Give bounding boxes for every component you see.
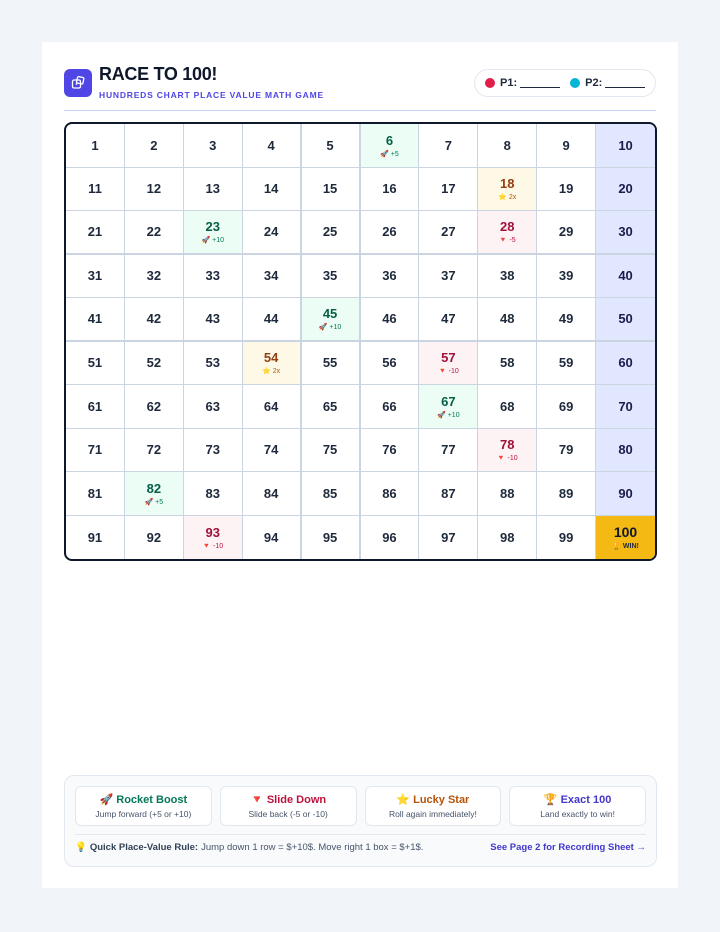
- board-cell[interactable]: [302, 124, 361, 168]
- cell-number: 27: [441, 224, 456, 240]
- cell-number: 60: [618, 355, 633, 371]
- place-value-rule: [75, 842, 423, 853]
- board-cell[interactable]: [596, 211, 655, 255]
- board-cell[interactable]: [66, 342, 125, 386]
- board-cell[interactable]: [596, 472, 655, 516]
- cell-number: 39: [558, 268, 574, 284]
- cell-number: 91: [87, 529, 103, 545]
- cell-number: 72: [146, 442, 162, 458]
- legend-card-desc: Slide back (-5 or -10): [248, 809, 328, 819]
- board-cell[interactable]: [66, 429, 125, 473]
- board-cell[interactable]: [66, 516, 125, 560]
- board-cell[interactable]: [478, 342, 537, 386]
- cell-number: 30: [618, 224, 633, 240]
- cell-number: 90: [618, 485, 633, 501]
- board-cell[interactable]: [66, 472, 125, 516]
- legend-cards: [75, 786, 646, 826]
- board-cell-slide[interactable]: [419, 342, 478, 386]
- board-cell[interactable]: [478, 124, 537, 168]
- board-cell-slide[interactable]: [478, 211, 537, 255]
- cell-number: 15: [322, 181, 338, 197]
- board-cell[interactable]: [419, 298, 478, 342]
- cell-number: 58: [500, 355, 515, 371]
- legend-card-title: 🚀 Rocket Boost: [99, 793, 188, 806]
- cell-number: 1: [91, 137, 99, 153]
- legend-divider: [75, 834, 646, 835]
- board-cell[interactable]: [125, 168, 184, 212]
- cell-number: 24: [263, 224, 279, 240]
- cell-number: 2: [150, 137, 158, 153]
- cell-number: 13: [205, 181, 220, 197]
- board-cell[interactable]: [419, 211, 478, 255]
- board-cell[interactable]: [361, 516, 420, 560]
- board-cell[interactable]: [537, 211, 596, 255]
- rule-label: Quick Place-Value Rule:: [89, 842, 199, 853]
- cell-number: 65: [322, 398, 338, 414]
- cell-number: 55: [322, 355, 338, 371]
- board-cell[interactable]: [243, 516, 302, 560]
- board-cell[interactable]: [596, 298, 655, 342]
- cell-number: 88: [500, 485, 515, 501]
- cell-number: 81: [87, 485, 103, 501]
- cell-number: 82: [146, 480, 162, 496]
- player-2-name-blank[interactable]: [605, 79, 645, 88]
- board-cell[interactable]: [184, 168, 243, 212]
- board-cell[interactable]: [125, 516, 184, 560]
- legend-card-slide: [220, 786, 357, 826]
- board-cell[interactable]: [596, 429, 655, 473]
- board-cell[interactable]: [302, 342, 361, 386]
- cell-number: 74: [263, 442, 279, 458]
- cell-number: 54: [263, 350, 279, 366]
- cell-number: 51: [87, 355, 103, 371]
- player-1-label: P1:: [500, 77, 518, 89]
- cell-number: 41: [87, 311, 103, 327]
- legend-card-desc: Jump forward (+5 or +10): [95, 809, 192, 819]
- cell-number: 22: [146, 224, 162, 240]
- board-cell[interactable]: [184, 342, 243, 386]
- cell-badge: 🚀 +5: [380, 150, 399, 158]
- legend-card-title: 🔻 Slide Down: [250, 793, 327, 806]
- cell-number: 35: [322, 268, 338, 284]
- board-cell[interactable]: [537, 472, 596, 516]
- cell-number: 8: [503, 137, 511, 153]
- slide-icon: 🔻: [250, 794, 264, 806]
- cell-number: 96: [382, 529, 397, 545]
- cell-number: 5: [326, 137, 334, 153]
- cell-number: 84: [263, 485, 279, 501]
- cell-number: 26: [382, 224, 397, 240]
- cell-number: 95: [322, 529, 338, 545]
- lightbulb-icon: 💡: [75, 842, 87, 853]
- cell-number: 48: [500, 311, 515, 327]
- board-cell[interactable]: [537, 385, 596, 429]
- cell-number: 11: [88, 181, 102, 197]
- board-cell-rocket[interactable]: [419, 385, 478, 429]
- cell-number: 78: [500, 437, 515, 453]
- board-cell[interactable]: [243, 472, 302, 516]
- star-icon: ⭐: [396, 794, 411, 806]
- cell-number: 40: [618, 268, 633, 284]
- board-cell[interactable]: [125, 429, 184, 473]
- cell-number: 19: [558, 181, 574, 197]
- cell-number: 46: [382, 311, 397, 327]
- cell-number: 7: [444, 137, 452, 153]
- cell-number: 52: [146, 355, 162, 371]
- cell-number: 76: [382, 442, 397, 458]
- page-title: RACE TO 100!: [99, 64, 218, 84]
- board-cell[interactable]: [243, 385, 302, 429]
- cell-number: 79: [558, 442, 574, 458]
- legend-card-desc: Land exactly to win!: [540, 809, 615, 819]
- cell-number: 9: [562, 137, 570, 153]
- player-1: [485, 77, 560, 89]
- board-cell[interactable]: [302, 516, 361, 560]
- board-cell[interactable]: [66, 168, 125, 212]
- board-cell[interactable]: [419, 472, 478, 516]
- cell-number: 34: [263, 268, 279, 284]
- header-divider: [64, 110, 656, 111]
- legend-card-desc: Roll again immediately!: [388, 809, 477, 819]
- cell-badge: 🔻 -10: [437, 368, 459, 376]
- cell-number: 66: [382, 398, 397, 414]
- board-cell[interactable]: [125, 298, 184, 342]
- cell-badge: 🔻 -5: [498, 237, 516, 245]
- board-cell[interactable]: [302, 385, 361, 429]
- cell-number: 23: [205, 219, 220, 235]
- cell-number: 17: [441, 181, 456, 197]
- board-cell[interactable]: [184, 124, 243, 168]
- cell-badge: 🔻 -10: [496, 455, 518, 463]
- board-cell[interactable]: [361, 429, 420, 473]
- cell-number: 67: [441, 393, 456, 409]
- board-cell[interactable]: [125, 255, 184, 299]
- player-1-dot: [485, 78, 495, 88]
- board-cell[interactable]: [537, 255, 596, 299]
- cell-number: 70: [618, 398, 633, 414]
- board-cell[interactable]: [243, 429, 302, 473]
- cell-number: 43: [205, 311, 220, 327]
- cell-number: 50: [618, 311, 633, 327]
- board-cell-rocket[interactable]: [184, 211, 243, 255]
- cell-number: 16: [382, 181, 397, 197]
- cell-number: 57: [441, 350, 456, 366]
- legend-card-title: 🏆 Exact 100: [543, 793, 612, 806]
- cell-number: 42: [146, 311, 162, 327]
- board-cell[interactable]: [361, 472, 420, 516]
- cell-number: 29: [558, 224, 574, 240]
- player-names-box: [474, 69, 656, 97]
- hundreds-chart: [64, 122, 657, 561]
- cell-number: 56: [382, 355, 397, 371]
- cell-number: 99: [558, 529, 574, 545]
- board-cell[interactable]: [419, 429, 478, 473]
- board-cell[interactable]: [66, 211, 125, 255]
- board-cell[interactable]: [302, 211, 361, 255]
- board-cell[interactable]: [302, 255, 361, 299]
- legend-card-rocket: [75, 786, 212, 826]
- cell-number: 94: [263, 529, 279, 545]
- cell-number: 53: [205, 355, 220, 371]
- board-cell[interactable]: [478, 298, 537, 342]
- cell-number: 37: [441, 268, 456, 284]
- board-cell[interactable]: [478, 516, 537, 560]
- board-cell[interactable]: [361, 168, 420, 212]
- board-cell[interactable]: [537, 516, 596, 560]
- board-cell[interactable]: [243, 124, 302, 168]
- cell-badge: 🚀 +5: [144, 498, 164, 506]
- board-cell[interactable]: [243, 168, 302, 212]
- cell-number: 10: [618, 137, 633, 153]
- cell-number: 31: [87, 268, 103, 284]
- dice-icon: [64, 69, 92, 97]
- cell-number: 86: [382, 485, 397, 501]
- board-cell[interactable]: [125, 342, 184, 386]
- cell-number: 12: [146, 181, 162, 197]
- cell-number: 45: [322, 306, 338, 322]
- board-cell[interactable]: [361, 211, 420, 255]
- board-cell[interactable]: [66, 298, 125, 342]
- board-cell[interactable]: [419, 168, 478, 212]
- cell-number: 97: [441, 529, 456, 545]
- board-cell[interactable]: [537, 124, 596, 168]
- cell-number: 25: [322, 224, 338, 240]
- cell-number: 61: [87, 398, 103, 414]
- board-cell[interactable]: [478, 255, 537, 299]
- board-cell[interactable]: [243, 211, 302, 255]
- board-cell-star[interactable]: [243, 342, 302, 386]
- recording-sheet-link[interactable]: See Page 2 for Recording Sheet →: [490, 842, 646, 853]
- cell-number: 75: [322, 442, 338, 458]
- board-cell[interactable]: [596, 168, 655, 212]
- legend-card-finish: [509, 786, 646, 826]
- board-cell-slide[interactable]: [478, 429, 537, 473]
- board-cell-star[interactable]: [478, 168, 537, 212]
- cell-number: 62: [146, 398, 162, 414]
- cell-number: 93: [205, 524, 220, 540]
- board-cell[interactable]: [66, 385, 125, 429]
- board-cell[interactable]: [302, 168, 361, 212]
- player-2-dot: [570, 78, 580, 88]
- cell-number: 47: [441, 311, 456, 327]
- board-cell[interactable]: [66, 124, 125, 168]
- board-cell[interactable]: [596, 342, 655, 386]
- board-cell[interactable]: [419, 255, 478, 299]
- board-cell[interactable]: [125, 211, 184, 255]
- cell-number: 83: [205, 485, 220, 501]
- board-cell[interactable]: [596, 385, 655, 429]
- cell-badge: ⭐ 2x: [262, 368, 281, 376]
- board-cell[interactable]: [419, 124, 478, 168]
- board-cell[interactable]: [361, 342, 420, 386]
- board-cell[interactable]: [184, 385, 243, 429]
- board-cell[interactable]: [537, 429, 596, 473]
- board-cell[interactable]: [302, 472, 361, 516]
- board-cell[interactable]: [184, 255, 243, 299]
- board-cell-slide[interactable]: [184, 516, 243, 560]
- player-2: [570, 77, 645, 89]
- cell-badge: 🔻 -10: [202, 542, 224, 550]
- cell-number: 4: [267, 137, 275, 153]
- rocket-icon: 🚀: [99, 794, 114, 806]
- cell-number: 73: [205, 442, 220, 458]
- legend-card-star: [365, 786, 502, 826]
- cell-number: 98: [500, 529, 515, 545]
- board-cell-rocket[interactable]: [302, 298, 361, 342]
- board-cell[interactable]: [537, 298, 596, 342]
- cell-number: 20: [618, 181, 633, 197]
- board-cell[interactable]: [361, 385, 420, 429]
- cell-badge: 🏆 WIN!: [612, 543, 639, 551]
- cell-number: 18: [500, 176, 515, 192]
- cell-number: 49: [558, 311, 574, 327]
- cell-number: 44: [263, 311, 279, 327]
- rule-text: Jump down 1 row = $+10$. Move right 1 box = $+1$.: [201, 842, 424, 853]
- cell-number: 85: [322, 485, 338, 501]
- board-cell[interactable]: [478, 385, 537, 429]
- board-cell[interactable]: [243, 255, 302, 299]
- finish-icon: 🏆: [543, 794, 558, 806]
- board-cell[interactable]: [537, 168, 596, 212]
- board-cell[interactable]: [243, 298, 302, 342]
- cell-number: 71: [87, 442, 103, 458]
- cell-badge: ⭐ 2x: [498, 194, 517, 202]
- player-1-name-blank[interactable]: [520, 79, 560, 88]
- board-cell[interactable]: [596, 255, 655, 299]
- board-cell-rocket[interactable]: [125, 472, 184, 516]
- board-cell[interactable]: [184, 429, 243, 473]
- cell-number: 92: [146, 529, 162, 545]
- board-cell[interactable]: [184, 298, 243, 342]
- cell-number: 28: [500, 219, 515, 235]
- cell-number: 77: [441, 442, 456, 458]
- worksheet-page: [42, 42, 678, 888]
- board-cell[interactable]: [537, 342, 596, 386]
- cell-number: 63: [205, 398, 220, 414]
- cell-number: 36: [382, 268, 397, 284]
- legend-panel: [64, 775, 657, 867]
- cell-badge: 🚀 +10: [318, 324, 342, 332]
- cell-number: 64: [263, 398, 279, 414]
- page-subtitle: HUNDREDS CHART PLACE VALUE MATH GAME: [99, 90, 324, 100]
- board-cell[interactable]: [596, 124, 655, 168]
- cell-number: 68: [500, 398, 515, 414]
- cell-number: 87: [441, 485, 456, 501]
- board-cell[interactable]: [66, 255, 125, 299]
- board-cell[interactable]: [478, 472, 537, 516]
- board-cell[interactable]: [361, 298, 420, 342]
- header: [64, 64, 656, 110]
- board-cell[interactable]: [361, 255, 420, 299]
- board-cell[interactable]: [125, 124, 184, 168]
- board-cell[interactable]: [419, 516, 478, 560]
- cell-number: 69: [558, 398, 574, 414]
- cell-number: 33: [205, 268, 220, 284]
- cell-badge: 🚀 +10: [201, 237, 225, 245]
- cell-number: 6: [385, 132, 394, 148]
- cell-number: 3: [209, 137, 217, 153]
- cell-number: 14: [263, 181, 279, 197]
- cell-number: 38: [500, 268, 515, 284]
- cell-number: 59: [558, 355, 574, 371]
- board-cell-rocket[interactable]: [361, 124, 420, 168]
- player-2-label: P2:: [585, 77, 603, 89]
- board-cell[interactable]: [302, 429, 361, 473]
- cell-badge: 🚀 +10: [437, 411, 460, 419]
- cell-number: 32: [146, 268, 162, 284]
- board-cell[interactable]: [125, 385, 184, 429]
- board-cell[interactable]: [184, 472, 243, 516]
- legend-card-title: ⭐ Lucky Star: [396, 793, 470, 806]
- cell-number: 89: [558, 485, 574, 501]
- board-cell-finish[interactable]: [596, 516, 655, 560]
- cell-number: 80: [618, 442, 633, 458]
- cell-number: 21: [87, 224, 103, 240]
- cell-number: 100: [613, 524, 638, 541]
